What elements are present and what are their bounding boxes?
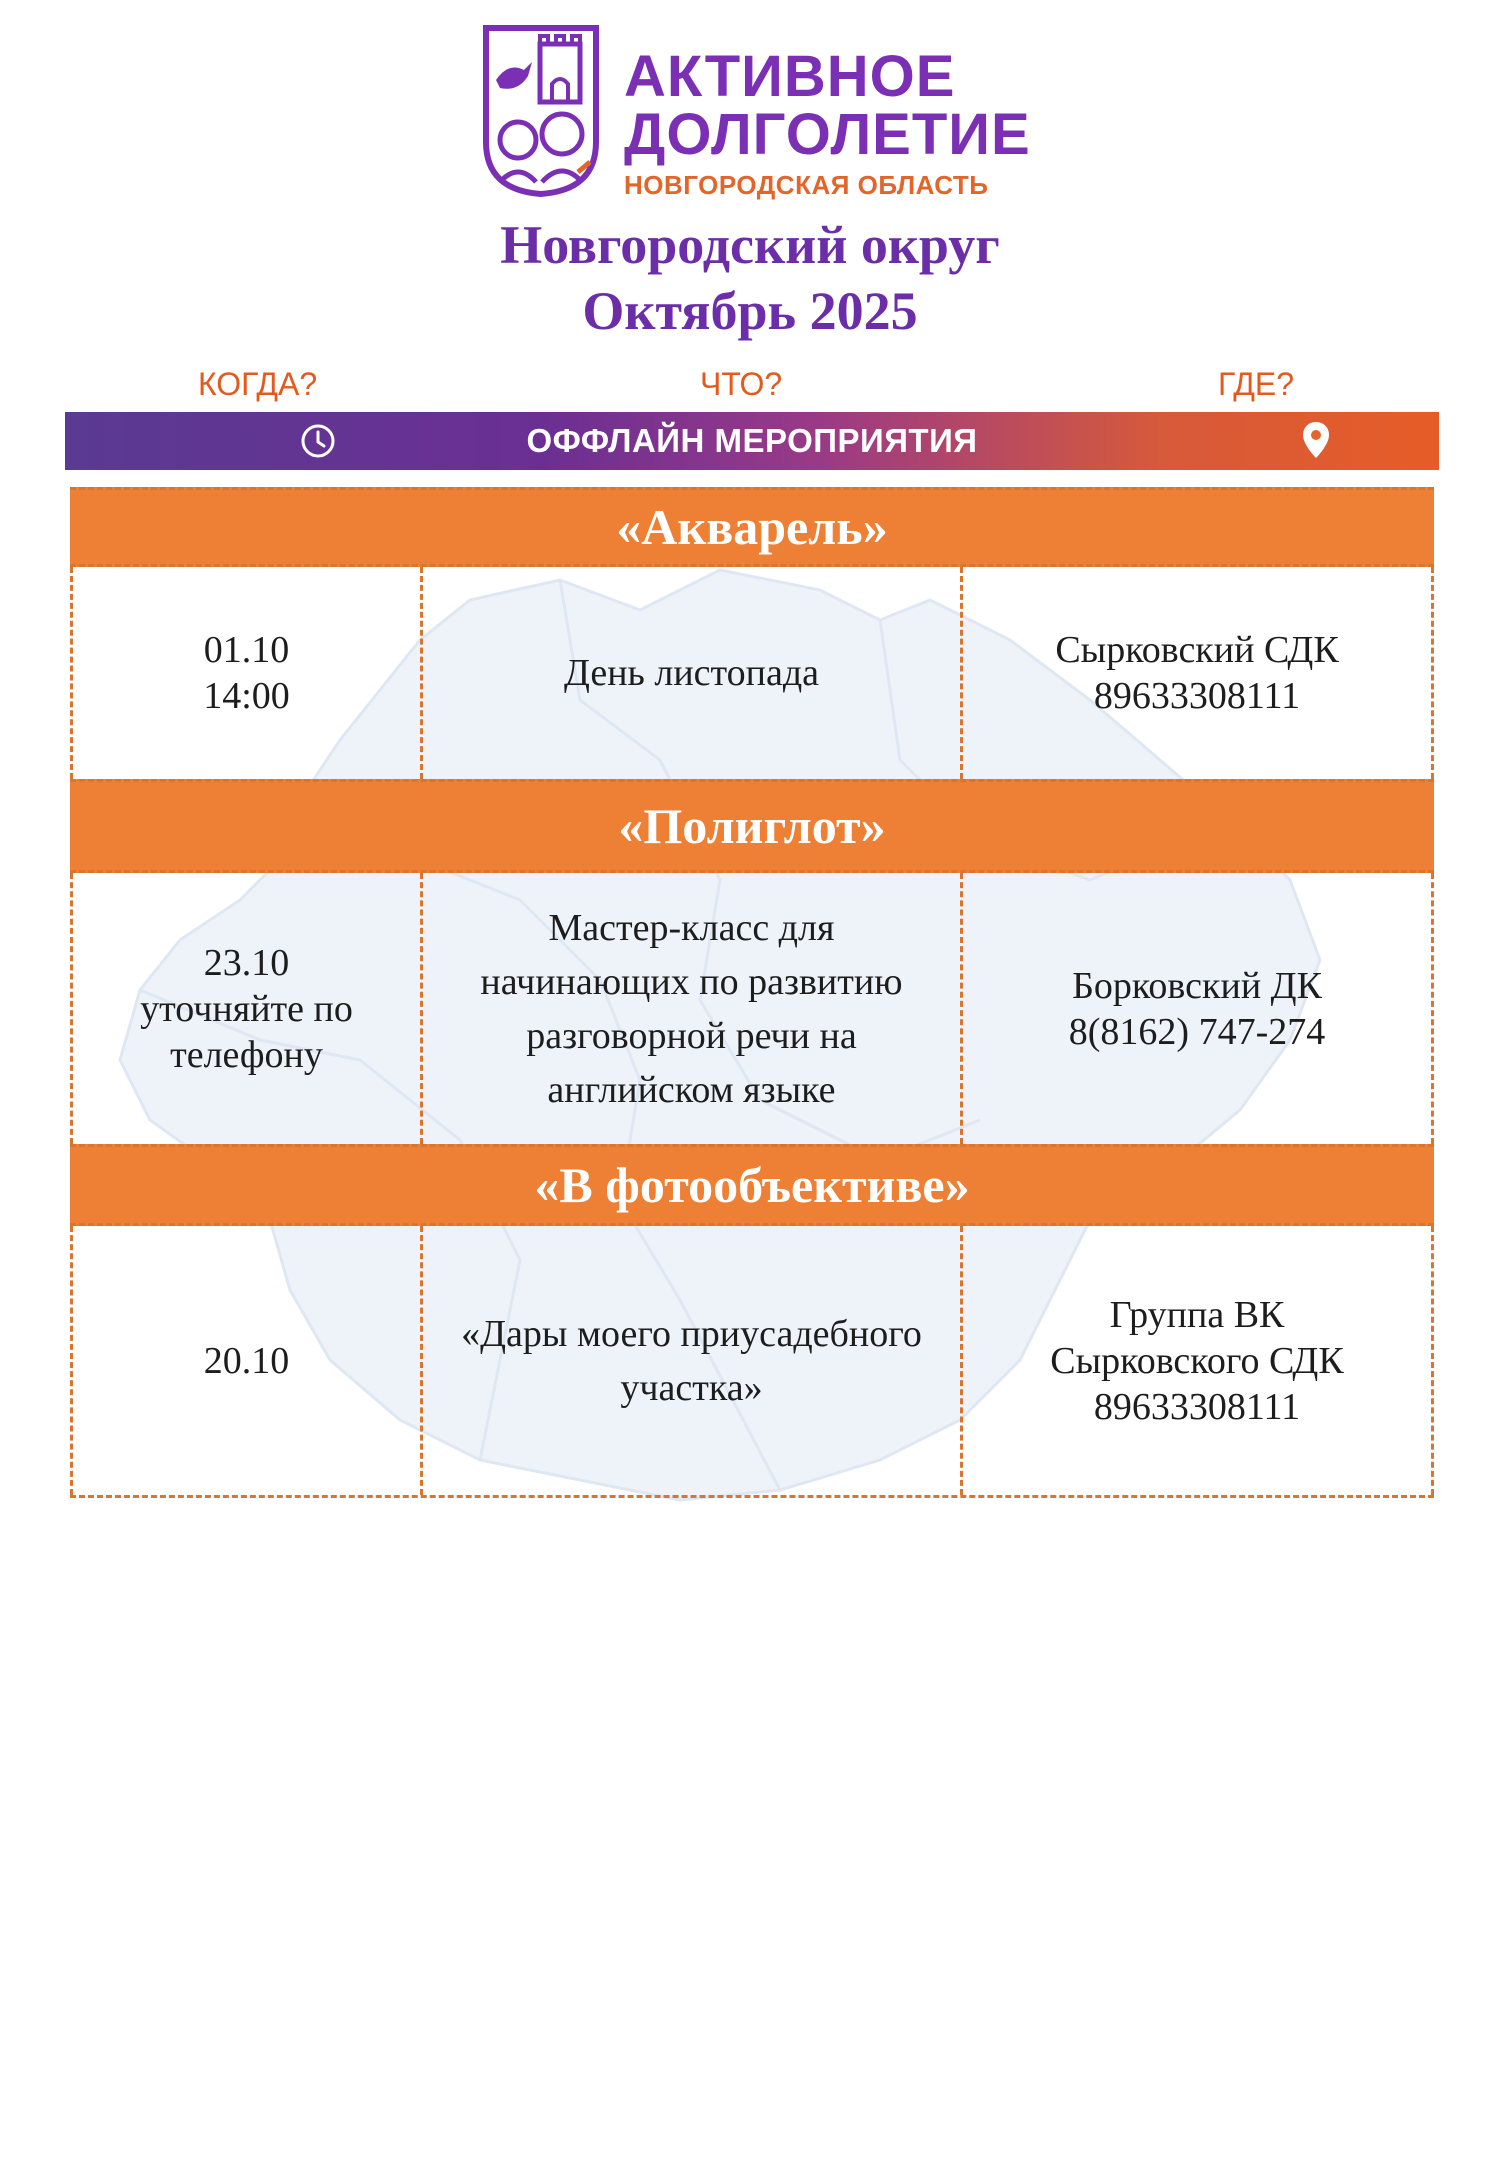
column-header-when: КОГДА? bbox=[198, 366, 318, 402]
event-where bbox=[960, 567, 1434, 779]
logo-line3: НОВГОРОДСКАЯ ОБЛАСТЬ bbox=[624, 170, 989, 200]
table-bottom-border bbox=[70, 1495, 1434, 1498]
event-section-v-fotoobektive bbox=[70, 1144, 1434, 1495]
event-where-text: Группа ВК Сырковского СДК 89633308111 bbox=[1050, 1293, 1344, 1428]
section-header: «Акварель» bbox=[70, 487, 1434, 567]
location-pin-icon bbox=[1301, 420, 1331, 460]
event-when-text: 23.10 уточняйте по телефону bbox=[140, 941, 353, 1076]
logo-text bbox=[624, 44, 1031, 202]
offline-events-label: ОФФЛАЙН МЕРОПРИЯТИЯ bbox=[526, 422, 978, 459]
event-when-text: 20.10 bbox=[203, 1339, 290, 1382]
event-what-text: «Дары моего приусадебного участка» bbox=[461, 1312, 922, 1409]
event-where bbox=[960, 873, 1434, 1144]
event-where-text: Сырковский СДК 89633308111 bbox=[1055, 629, 1339, 717]
event-what-text: День листопада bbox=[563, 652, 820, 694]
column-header-what: ЧТО? bbox=[700, 366, 783, 402]
offline-events-bar bbox=[65, 412, 1439, 470]
logo-line1: АКТИВНОЕ bbox=[624, 44, 956, 109]
event-where bbox=[960, 1226, 1434, 1495]
page-title: Новгородский округ bbox=[500, 215, 1000, 275]
logo-emblem-icon bbox=[478, 22, 604, 198]
event-what bbox=[420, 873, 960, 1144]
event-when bbox=[70, 873, 420, 1144]
event-section-akvarel bbox=[70, 487, 1434, 779]
event-when bbox=[70, 1226, 420, 1495]
event-where-text: Борковский ДК 8(8162) 747-274 bbox=[1068, 964, 1326, 1053]
event-section-poliglot bbox=[70, 779, 1434, 1144]
event-what bbox=[420, 567, 960, 779]
section-header: «Полиглот» bbox=[70, 779, 1434, 873]
page-subtitle: Октябрь 2025 bbox=[582, 281, 918, 341]
event-when bbox=[70, 567, 420, 779]
logo bbox=[478, 22, 1038, 200]
section-header: «В фотообъективе» bbox=[70, 1144, 1434, 1226]
event-what bbox=[420, 1226, 960, 1495]
table-row bbox=[70, 1226, 1434, 1495]
column-header-where: ГДЕ? bbox=[1218, 366, 1294, 402]
event-what-text: Мастер-класс для начинающих по развитию разговорной речи на английском языке bbox=[480, 906, 903, 1111]
table-row bbox=[70, 873, 1434, 1144]
table-row bbox=[70, 567, 1434, 779]
logo-line2: ДОЛГОЛЕТИЕ bbox=[624, 102, 1031, 167]
event-when-text: 01.10 14:00 bbox=[203, 629, 290, 717]
